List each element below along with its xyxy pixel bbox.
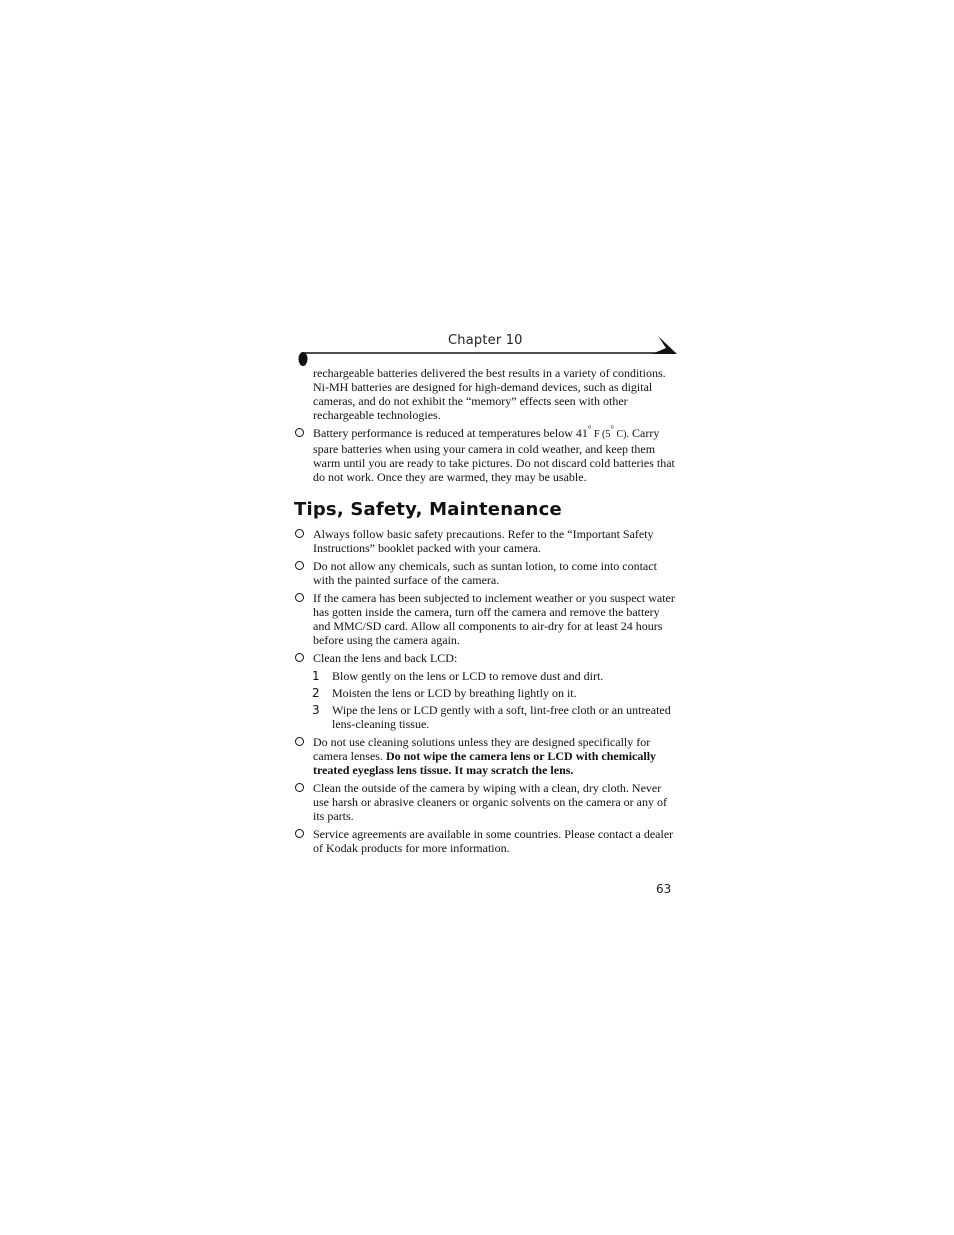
page-number: 63 xyxy=(656,882,672,896)
tip-bullet xyxy=(294,735,679,777)
bullet-circle-icon xyxy=(295,561,304,570)
rule-left-drop xyxy=(299,352,308,366)
bullet-circle-icon xyxy=(295,737,304,746)
cold-text-part1: Battery performance is reduced at temperatures below 41 xyxy=(313,426,588,440)
rule-right-arrow xyxy=(652,336,677,354)
cleaning-solution-text: Do not use cleaning solutions unless they are designed specifically for camera lenses. xyxy=(313,735,651,763)
tip-bullet xyxy=(294,559,679,587)
tip-bullet xyxy=(294,651,679,665)
cleaning-step xyxy=(294,686,679,700)
degree-symbol: ° xyxy=(610,424,615,434)
step-number: 3 xyxy=(312,703,320,717)
header-rule-decoration xyxy=(296,336,680,368)
tip-bullet xyxy=(294,827,679,855)
tip-bullet xyxy=(294,781,679,823)
bullet-circle-icon xyxy=(295,529,304,538)
step-text: Moisten the lens or LCD by breathing lightly on it. xyxy=(332,686,577,700)
step-number: 2 xyxy=(312,686,320,700)
bullet-circle-icon xyxy=(295,593,304,602)
bullet-circle-icon xyxy=(295,653,304,662)
tip-text: Clean the outside of the camera by wiping with a clean, dry cloth. Never use harsh or abrasive cleaners or organic solvents on the camera or any of its parts. xyxy=(313,781,667,823)
cold-text-c: C). xyxy=(614,429,630,440)
cold-text-f: F (5 xyxy=(591,429,611,440)
chapter-header: Chapter 10 xyxy=(448,333,523,348)
tip-text: Clean the lens and back LCD: xyxy=(313,651,458,665)
tip-text: Service agreements are available in some countries. Please contact a dealer of Kodak products for more information. xyxy=(313,827,674,855)
cold-text-part2: Carry spare batteries when using your camera in cold weather, and keep them warm until you are ready to take pictures. Do not discard cold batteries that do not work. Once they are warmed, they may be usable. xyxy=(313,426,675,484)
degree-symbol: ° xyxy=(587,424,592,434)
battery-continuation-text: rechargeable batteries delivered the best results in a variety of conditions. Ni-MH batteries are designed for high-demand devices, such as digital cameras, and do not exhibit the “memory” effects seen with other rechargeable technologies. xyxy=(313,366,666,422)
cleaning-warning-text: Do not wipe the camera lens or LCD with chemically treated eyeglass lens tissue. It may scratch the lens. xyxy=(313,749,657,777)
tip-text: If the camera has been subjected to inclement weather or you suspect water has gotten inside the camera, turn off the camera and remove the battery and MMC/SD card. Allow all components to air-dry for at least 24 hours before using the camera again. xyxy=(313,591,675,647)
page-content xyxy=(294,366,679,859)
tip-text: Always follow basic safety precautions. Refer to the “Important Safety Instructions” booklet packed with your camera. xyxy=(313,527,654,555)
bullet-circle-icon xyxy=(295,829,304,838)
cleaning-step xyxy=(294,669,679,683)
bullet-circle-icon xyxy=(295,783,304,792)
tip-bullet xyxy=(294,591,679,647)
step-number: 1 xyxy=(312,669,320,683)
cleaning-step xyxy=(294,703,679,731)
cold-weather-bullet xyxy=(294,426,679,484)
section-title: Tips, Safety, Maintenance xyxy=(294,499,562,520)
bullet-circle-icon xyxy=(295,428,304,437)
step-text: Blow gently on the lens or LCD to remove dust and dirt. xyxy=(332,669,604,683)
tip-text: Do not allow any chemicals, such as suntan lotion, to come into contact with the painted surface of the camera. xyxy=(313,559,657,587)
tip-bullet xyxy=(294,527,679,555)
step-text: Wipe the lens or LCD gently with a soft, lint-free cloth or an untreated lens-cleaning tissue. xyxy=(332,703,671,731)
